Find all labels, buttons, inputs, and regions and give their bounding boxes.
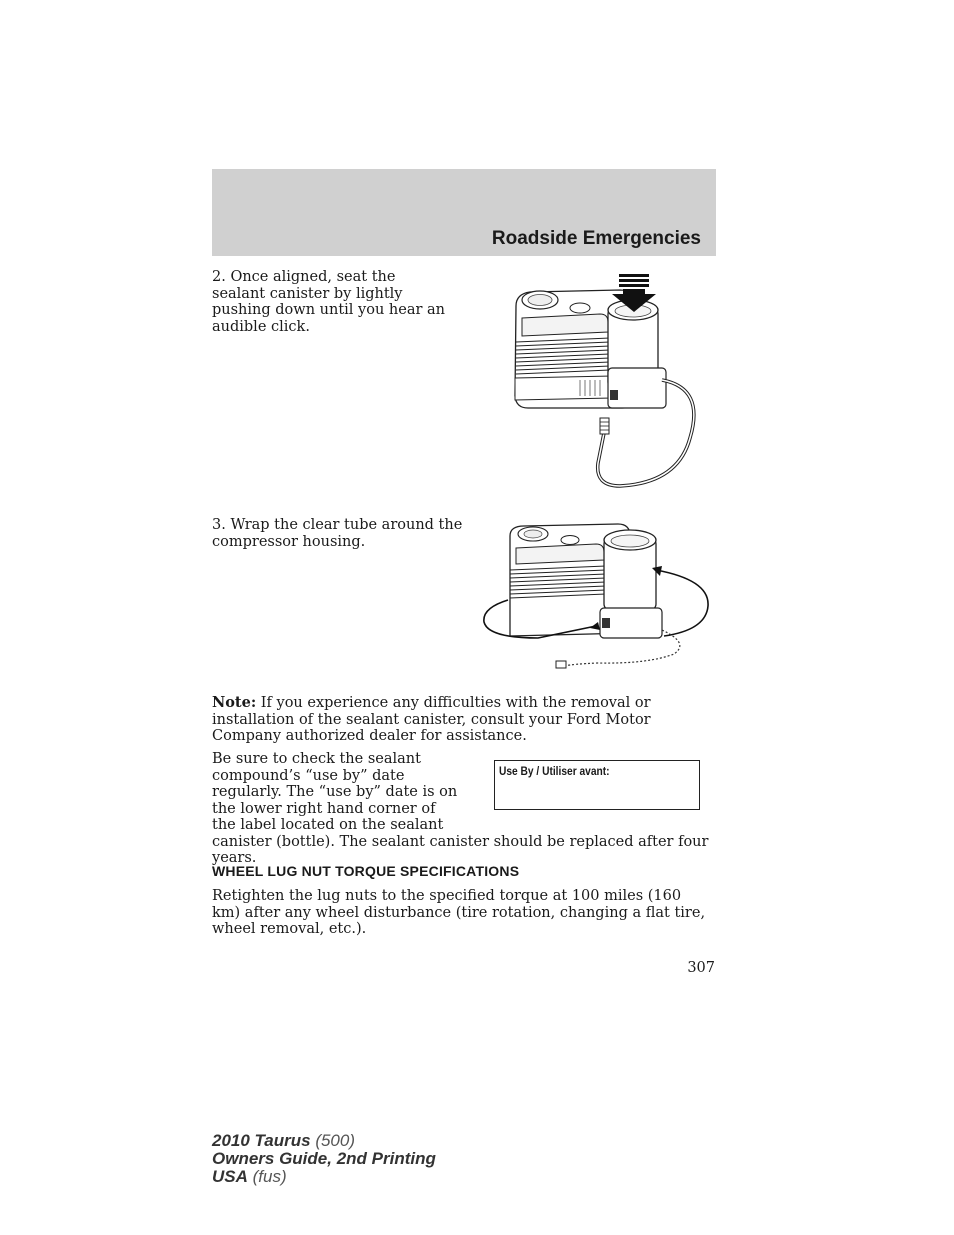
footer-edition: Owners Guide, 2nd Printing bbox=[212, 1149, 436, 1168]
page-number: 307 bbox=[687, 960, 715, 976]
footer-model: 2010 Taurus bbox=[212, 1131, 311, 1150]
use-by-label-box bbox=[494, 760, 700, 810]
footer-market-code: (fus) bbox=[247, 1167, 287, 1186]
retighten-paragraph: Retighten the lug nuts to the specified torque at 100 miles (160 km) after any wheel disturbance (tire rotation, changing a flat tire, wheel removal, etc.). bbox=[212, 888, 706, 937]
wheel-lug-nut-heading: WHEEL LUG NUT TORQUE SPECIFICATIONS bbox=[212, 863, 520, 879]
footer-line-edition bbox=[212, 1150, 436, 1168]
use-by-label-text: Use By / Utiliser avant: bbox=[499, 764, 610, 778]
step-3-text: 3. Wrap the clear tube around the compressor housing. bbox=[212, 517, 463, 550]
section-title: Roadside Emergencies bbox=[491, 228, 701, 249]
note-text: If you experience any difficulties with the removal or installation of the sealant canister, consult your Ford Motor Company authorized dealer for assistance. bbox=[212, 695, 651, 744]
footer bbox=[212, 1132, 436, 1186]
step-2-text: 2. Once aligned, seat the sealant canister by lightly pushing down until you hear an audible click. bbox=[212, 269, 445, 335]
footer-line-market bbox=[212, 1168, 436, 1186]
compressor-wrap-tube-illustration bbox=[478, 518, 718, 678]
use-by-paragraph-text: Be sure to check the sealant compound’s “use by” date regularly. The “use by” date is on the lower right hand corner of the label located on the sealant canister (bottle). The sealant canister should be replaced after four years. bbox=[212, 751, 709, 866]
note-paragraph bbox=[212, 695, 707, 745]
note-label: Note: bbox=[212, 694, 257, 711]
footer-model-code: (500) bbox=[310, 1131, 356, 1150]
compressor-seat-canister-illustration bbox=[500, 268, 725, 493]
section-header-band bbox=[212, 169, 716, 256]
footer-market: USA bbox=[212, 1167, 248, 1186]
footer-line-model bbox=[212, 1132, 436, 1150]
